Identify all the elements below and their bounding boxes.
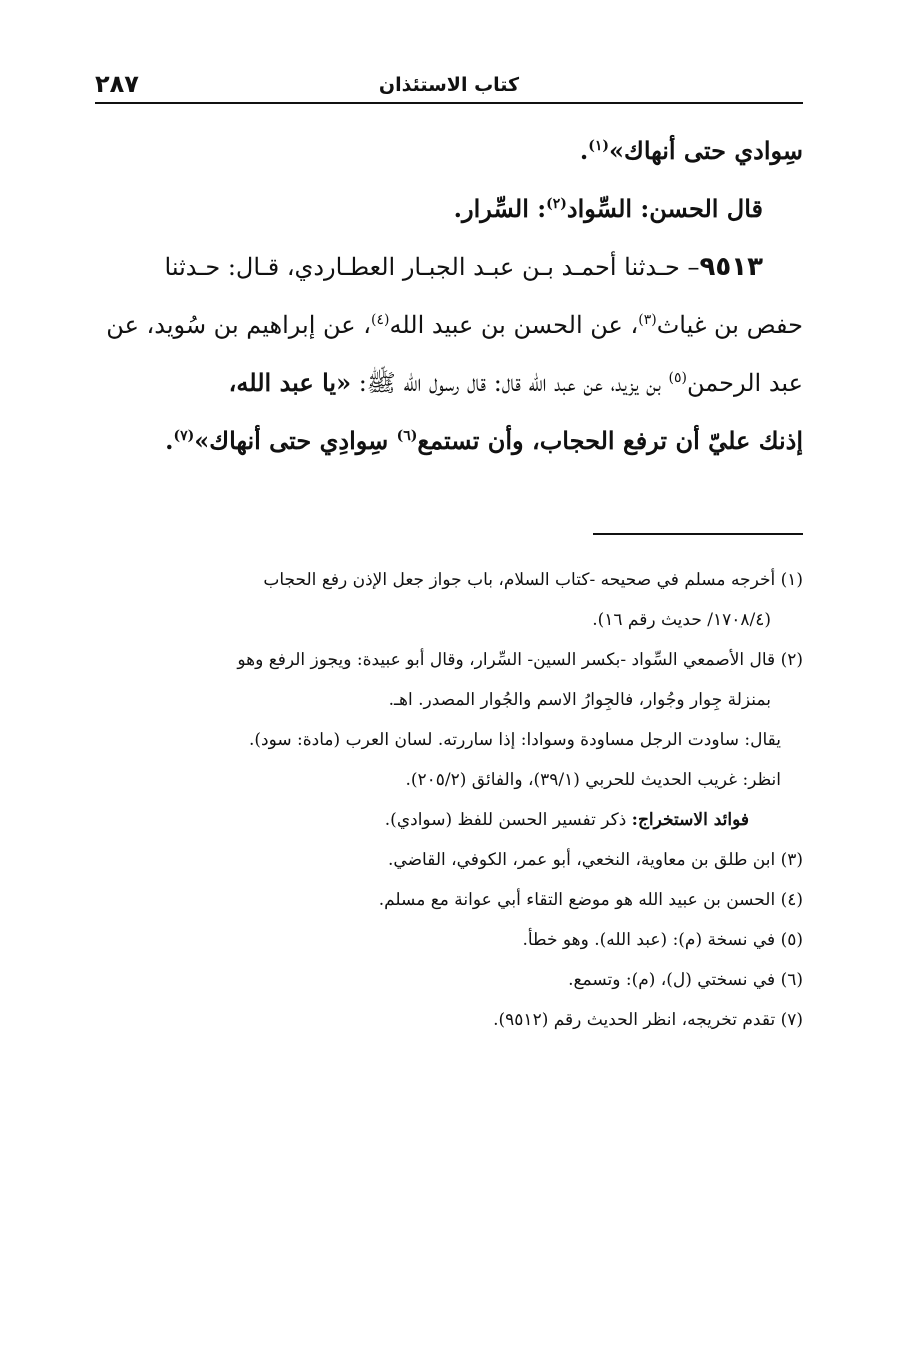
footnote-ref-1: (١) [588,138,610,154]
footnote-ref-4: (٤) [370,312,390,328]
footnote-ref-6: (٦) [396,428,418,444]
hadith-line-1: ٩٥١٣– حـدثنا أحمـد بـن عبـد الجبـار العطـاردي، قـال: حـدثنا [164,252,763,282]
running-title: كتاب الاستئذان [378,74,520,96]
page-number: ٢٨٧ [95,70,139,98]
main-text [95,122,803,470]
footnote-1-line-1: (١) أخرجه مسلم في صحيحه -كتاب السلام، باب جواز جعل الإذن رفع الحجاب [263,570,803,590]
footnote-5: (٥) في نسخة (م): (عبد الله). وهو خطأ. [522,930,803,950]
footnote-separator [593,533,803,535]
footnote-ref-7: (٧) [173,428,195,444]
footnote-ref-5: (٥) [668,370,687,386]
text-line-1: سِوادي حتى أنهاك»$^{(١)}$. [579,136,803,165]
footnote-2-line-5: فوائد الاستخراج: ذكر تفسير الحسن للفظ (سوادي). [384,810,749,830]
footnote-ref-3: (٣) [638,312,657,328]
footnote-4: (٤) الحسن بن عبيد الله هو موضع التقاء أبي عوانة مع مسلم. [378,890,803,910]
hadith-line-4: إذنك عليّ أن ترفع الحجاب، وأن تستمع$^{(٦)}$ سِوادِي حتى أنهاك»$^{(٧)}$. [165,426,803,455]
footnote-6: (٦) في نسختي (ل)، (م): وتسمع. [568,970,803,990]
extraction-benefits-label: فوائد الاستخراج: [631,810,749,830]
hadith-line-3: عبد الرحمن$^{(٥)}$ بن يزيد، عن عبد الله قال: قال رسول الله ﷺ: «يا عبد الله، [228,368,803,397]
hadith-line-2: حفص بن غياث$^{(٣)}$، عن الحسن بن عبيد الله$^{(٤)}$، عن إبراهيم بن سُويد، عن [106,311,803,339]
footnote-2-line-3: يقال: ساودت الرجل مساودة وسوادا: إذا ساررته. لسان العرب (مادة: سود). [249,730,781,750]
footnote-2-line-4: انظر: غريب الحديث للحربي (٣٩/١)، والفائق (٢٠٥/٢). [405,770,781,790]
page-header [95,68,803,104]
footnote-7: (٧) تقدم تخريجه، انظر الحديث رقم (٩٥١٢). [493,1010,803,1030]
footnote-2-line-1: (٢) قال الأصمعي السِّواد -بكسر السين- السِّرار، وقال أبو عبيدة: ويجوز الرفع وهو [237,650,803,670]
text-line-2: قال الحسن: السِّواد$^{(٢)}$: السِّرار. [453,194,763,223]
footnote-2-line-2: بمنزلة جِوار وجُوار، فالجِوارُ الاسم والجُوار المصدر. اهـ. [388,690,771,710]
footnote-3: (٣) ابن طلق بن معاوية، النخعي، أبو عمر، الكوفي، القاضي. [388,850,803,870]
footnotes [95,560,803,1040]
footnote-ref-2: (٢) [546,196,567,212]
footnote-1-line-2: (١٧٠٨/٤/ حديث رقم ١٦). [592,610,771,630]
hadith-number: ٩٥١٣ [699,252,763,282]
